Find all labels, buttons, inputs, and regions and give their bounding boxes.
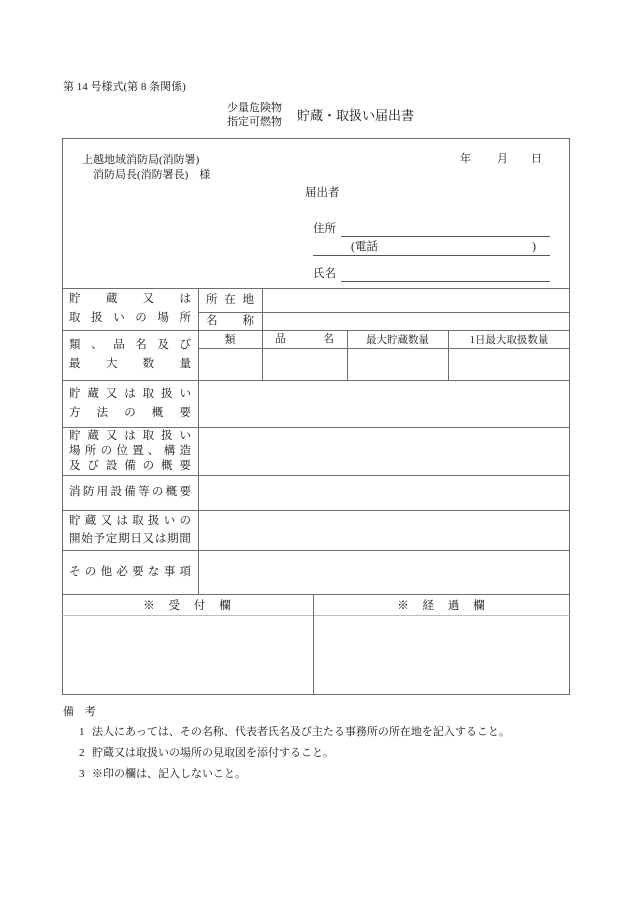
label-line: 場 所 の 位 置 、 構 造 xyxy=(69,444,191,457)
name-blank-line xyxy=(341,281,550,282)
reception-column-header: ※ 受 付 欄 xyxy=(143,599,232,612)
date-day-label: 日 xyxy=(531,153,542,165)
label-line: 貯 蔵 又 は 取 扱 い の xyxy=(69,515,191,527)
column-header-class: 類 xyxy=(224,334,236,346)
location-name-value-cell xyxy=(262,312,570,330)
phone-field xyxy=(313,239,550,256)
label-line: 消 防 用 設 備 等 の 概 要 xyxy=(69,486,191,498)
note-item-1 xyxy=(79,725,510,739)
notes-title: 備 考 xyxy=(63,706,96,718)
label-line: 開 始 予 定 期 日 又 は 期 間 xyxy=(69,533,191,545)
label-line: 及 び 設 備 の 概 要 xyxy=(69,459,191,472)
name-label: 氏名 xyxy=(313,268,336,280)
addressee-line1: 上越地域消防局(消防署) xyxy=(82,154,200,166)
label-line: 方 法 の 概 要 xyxy=(69,406,191,419)
address-blank-line xyxy=(341,236,550,237)
label-line: 類 、 品 名 及 び xyxy=(69,339,191,351)
sublabel-location-address xyxy=(198,288,262,312)
start-date-value-cell xyxy=(198,510,570,550)
label-line: 品 名 xyxy=(275,332,334,345)
form-number: 第 14 号様式(第 8 条関係) xyxy=(63,81,186,93)
date-labels xyxy=(460,152,542,166)
label-line: そ の 他 必 要 な 事 項 xyxy=(69,565,191,578)
note-text: 貯蔵又は取扱いの場所の見取図を添付すること。 xyxy=(92,747,334,759)
fire-equipment-value-cell xyxy=(198,475,570,510)
date-year-label: 年 xyxy=(460,153,471,165)
column-header-product xyxy=(262,330,347,348)
address-field xyxy=(313,221,550,237)
column-header-max-storage: 最大貯蔵数量 xyxy=(366,334,429,346)
field-label-structure-summary xyxy=(62,427,198,475)
name-field xyxy=(313,265,550,282)
field-label-start-date xyxy=(62,510,198,550)
column-header-max-daily: 1日最大取扱数量 xyxy=(469,334,549,346)
sublabel-location-name xyxy=(198,312,262,330)
field-label-storage-place xyxy=(62,288,198,330)
note-number: 1 xyxy=(79,726,85,738)
note-text: 法人にあっては、その名称、代表者氏名及び主たる事務所の所在地を記入すること。 xyxy=(92,726,510,738)
title-qualifier-line2: 指定可燃物 xyxy=(227,116,282,128)
location-address-value-cell xyxy=(262,288,570,312)
note-text: ※印の欄は、記入しないこと。 xyxy=(92,768,246,780)
label-line: 貯 蔵 又 は 取 扱 い xyxy=(69,387,191,400)
structure-summary-value-cell xyxy=(198,427,570,475)
phone-prefix: (電話 xyxy=(351,241,378,253)
reception-box xyxy=(62,615,313,695)
product-value-cell xyxy=(262,348,347,380)
label-line: 貯 蔵 又 は xyxy=(69,293,191,305)
label-line: 貯 蔵 又 は 取 扱 い xyxy=(69,429,191,442)
phone-suffix: ) xyxy=(532,241,536,253)
progress-column-header: ※ 経 過 欄 xyxy=(397,599,486,612)
method-summary-value-cell xyxy=(198,380,570,427)
address-label: 住所 xyxy=(313,223,336,235)
class-value-cell xyxy=(198,348,262,380)
date-month-label: 月 xyxy=(497,153,508,165)
title-qualifier xyxy=(227,101,282,129)
note-number: 3 xyxy=(79,768,85,780)
field-label-method-summary xyxy=(62,380,198,427)
field-label-other-matters xyxy=(62,550,198,594)
note-item-2 xyxy=(79,746,334,760)
page-title: 貯蔵・取扱い届出書 xyxy=(297,108,415,123)
label-line: 最 大 数 量 xyxy=(69,358,191,370)
field-label-fire-equipment xyxy=(62,475,198,510)
progress-box xyxy=(313,615,570,695)
title-qualifier-line1: 少量危険物 xyxy=(227,102,282,114)
other-matters-value-cell xyxy=(198,550,570,594)
applicant-label: 届出者 xyxy=(305,187,340,199)
addressee-line2: 消防局長(消防署長) 様 xyxy=(93,169,211,181)
note-item-3 xyxy=(79,767,246,781)
label-line: 取 扱 い の 場 所 xyxy=(69,312,191,324)
max-storage-value-cell xyxy=(347,348,448,380)
label-line: 所 在 地 xyxy=(206,293,254,306)
label-line: 名 称 xyxy=(206,314,254,327)
note-number: 2 xyxy=(79,747,85,759)
field-label-class-quantity xyxy=(62,330,198,380)
max-daily-value-cell xyxy=(448,348,570,380)
